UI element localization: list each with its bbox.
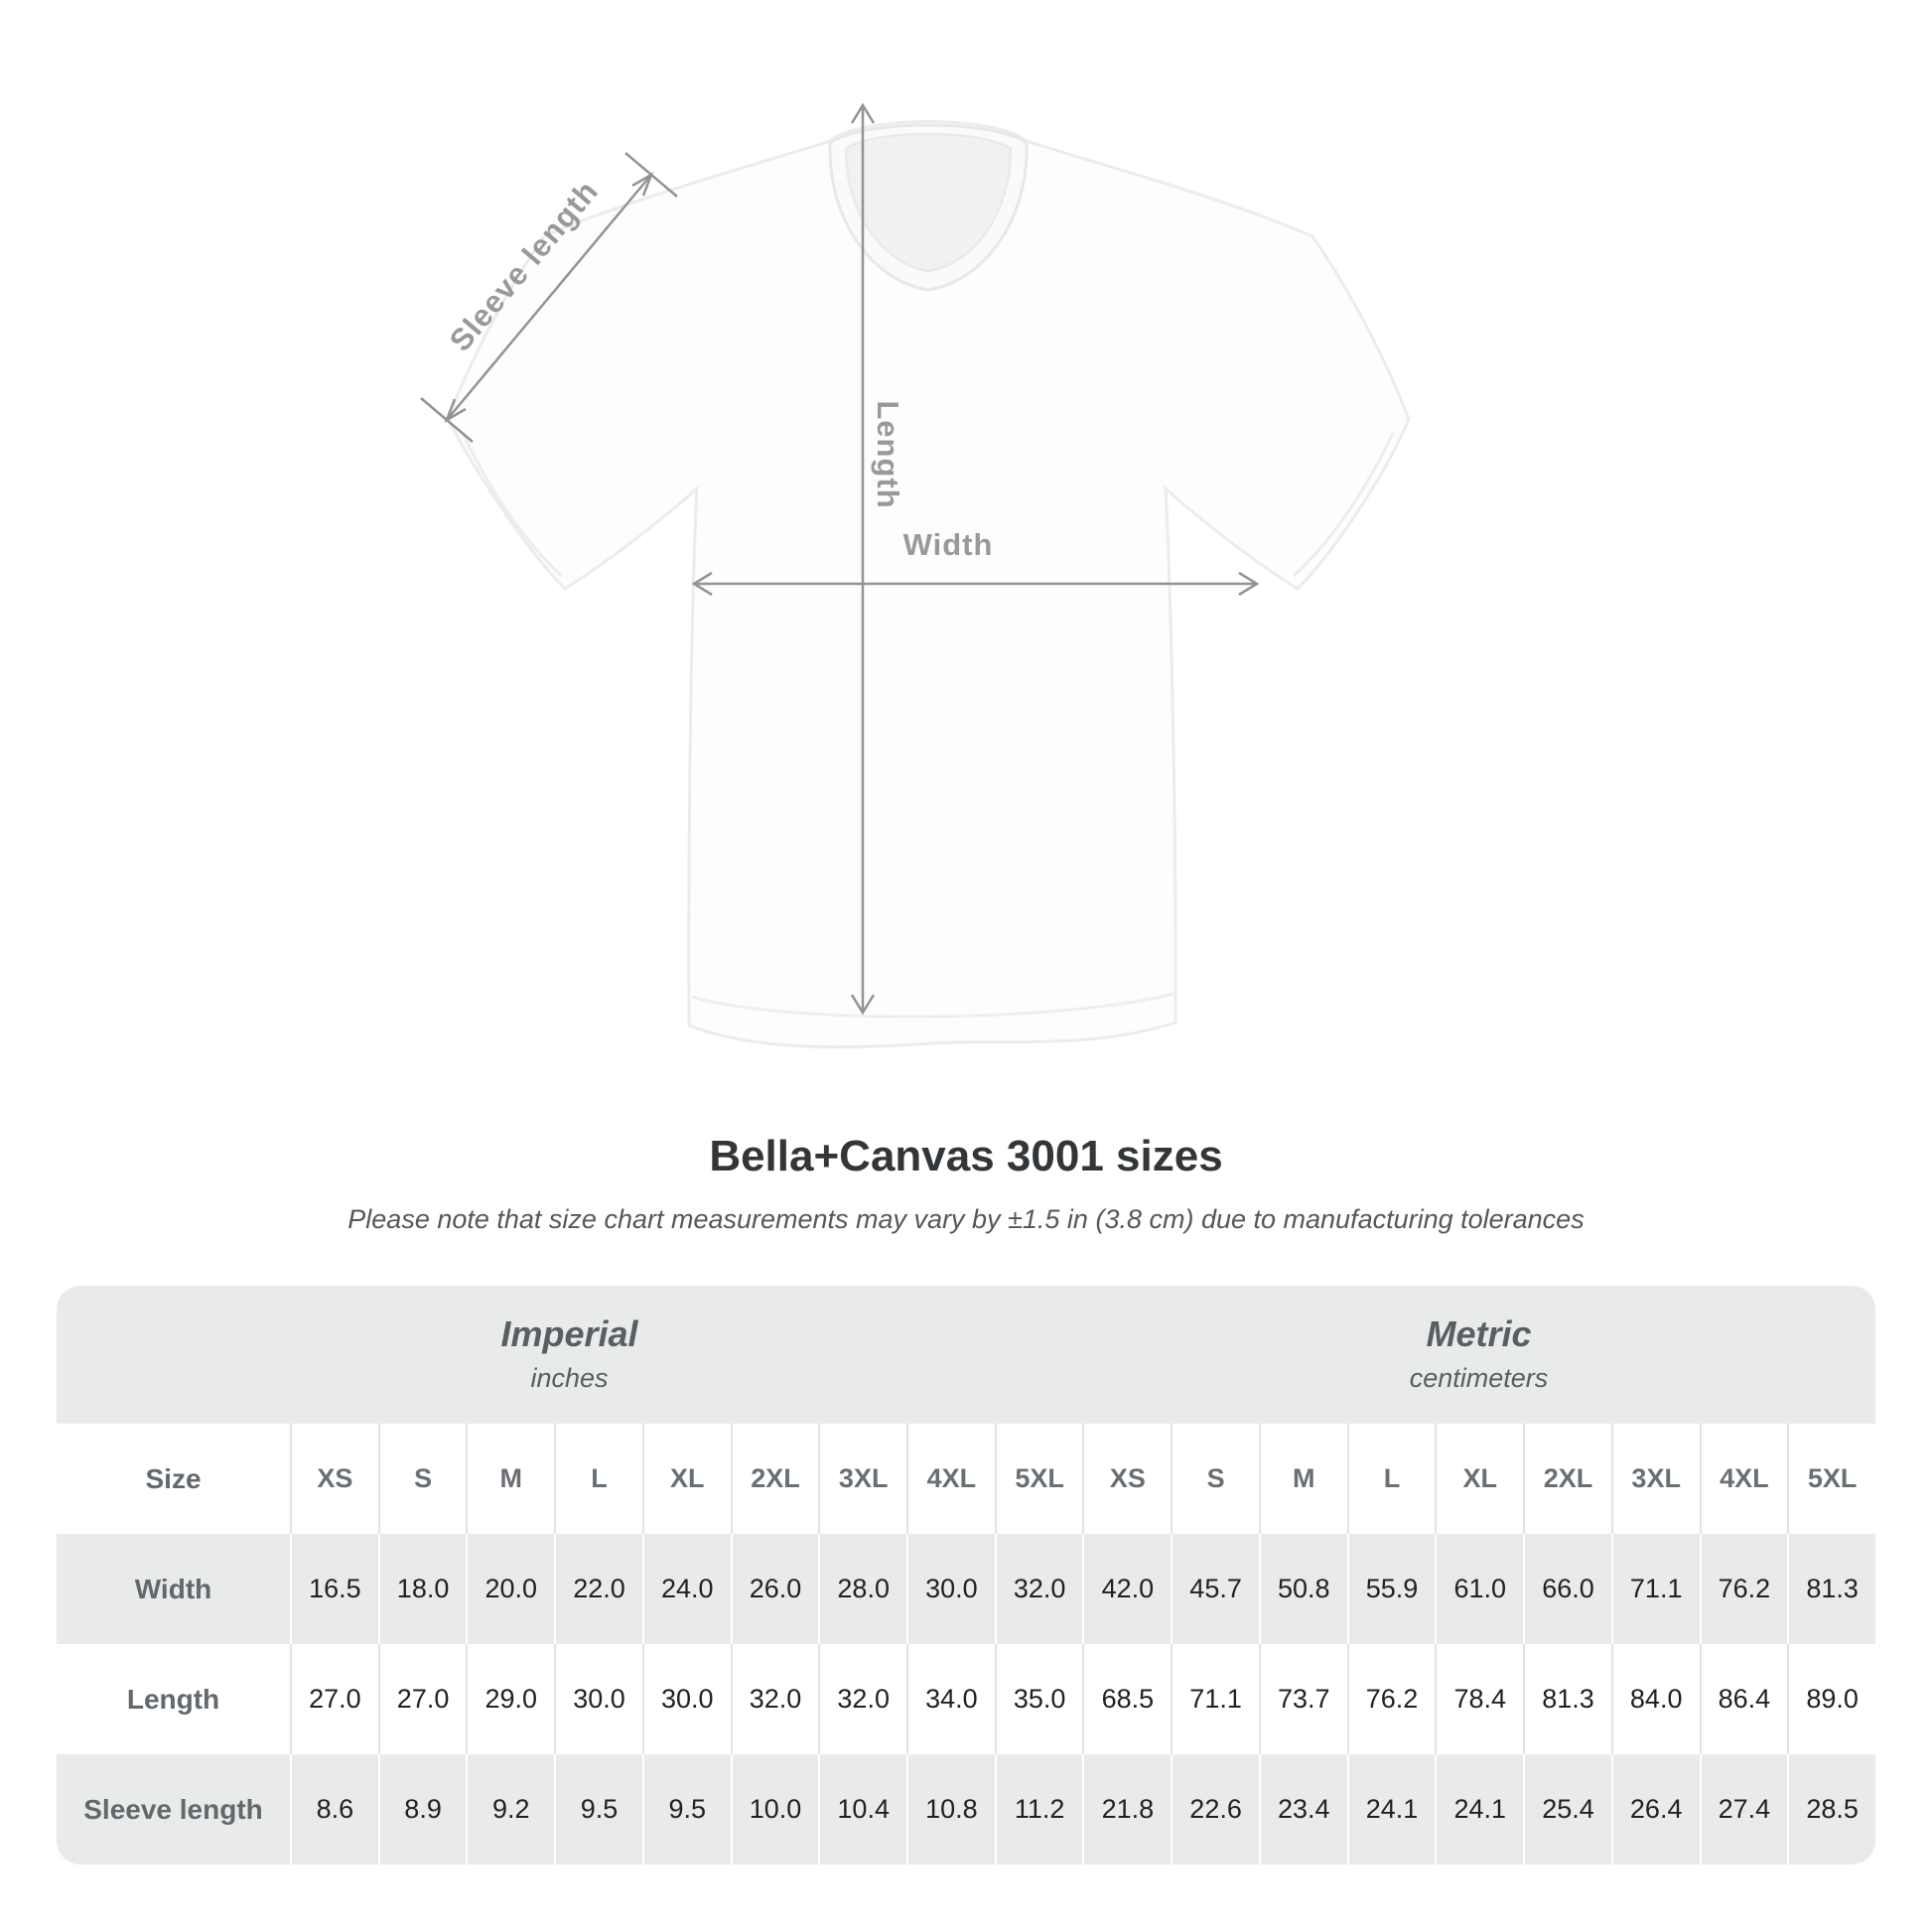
value-cell: 32.0 <box>731 1644 819 1754</box>
value-cell: 76.2 <box>1700 1534 1788 1644</box>
size-col-header: XL <box>1435 1424 1523 1534</box>
value-cell: 28.5 <box>1787 1754 1875 1864</box>
value-cell: 8.9 <box>378 1754 467 1864</box>
value-cell: 24.1 <box>1347 1754 1436 1864</box>
imperial-header <box>57 1286 1082 1424</box>
value-cell: 76.2 <box>1347 1644 1436 1754</box>
size-col-header: L <box>1347 1424 1436 1534</box>
value-cell: 25.4 <box>1523 1754 1611 1864</box>
value-cell: 18.0 <box>378 1534 467 1644</box>
tolerance-note: Please note that size chart measurements may vary by ±1.5 in (3.8 cm) due to manufacturing tolerances <box>347 1204 1585 1234</box>
imperial-unit: inches <box>530 1363 609 1393</box>
size-col-header: S <box>1171 1424 1259 1534</box>
value-cell: 66.0 <box>1523 1534 1611 1644</box>
imperial-label: Imperial <box>500 1313 638 1354</box>
value-cell: 68.5 <box>1082 1644 1171 1754</box>
size-col-header: L <box>554 1424 642 1534</box>
value-cell: 10.0 <box>731 1754 819 1864</box>
size-grid <box>57 1424 1875 1864</box>
value-cell: 26.4 <box>1611 1754 1700 1864</box>
length-label: Length <box>871 400 905 509</box>
row-label: Length <box>57 1644 290 1754</box>
value-cell: 35.0 <box>995 1644 1083 1754</box>
metric-unit: centimeters <box>1409 1363 1549 1393</box>
size-col-header: 4XL <box>906 1424 995 1534</box>
value-cell: 23.4 <box>1259 1754 1347 1864</box>
value-cell: 32.0 <box>818 1644 906 1754</box>
metric-header <box>1082 1286 1875 1424</box>
value-cell: 16.5 <box>290 1534 378 1644</box>
value-cell: 78.4 <box>1435 1644 1523 1754</box>
value-cell: 11.2 <box>995 1754 1083 1864</box>
size-col-header: 5XL <box>1787 1424 1875 1534</box>
value-cell: 21.8 <box>1082 1754 1171 1864</box>
value-cell: 24.1 <box>1435 1754 1523 1864</box>
sleeve-length-label: Sleeve length <box>442 173 606 358</box>
size-col-header: 3XL <box>818 1424 906 1534</box>
value-cell: 9.5 <box>642 1754 731 1864</box>
value-cell: 34.0 <box>906 1644 995 1754</box>
value-cell: 20.0 <box>466 1534 554 1644</box>
size-column-header: Size <box>57 1424 290 1534</box>
value-cell: 9.5 <box>554 1754 642 1864</box>
value-cell: 29.0 <box>466 1644 554 1754</box>
unit-band <box>57 1286 1875 1424</box>
value-cell: 22.6 <box>1171 1754 1259 1864</box>
value-cell: 55.9 <box>1347 1534 1436 1644</box>
value-cell: 27.0 <box>378 1644 467 1754</box>
row-label: Sleeve length <box>57 1754 290 1864</box>
value-cell: 10.8 <box>906 1754 995 1864</box>
size-col-header: 2XL <box>1523 1424 1611 1534</box>
value-cell: 27.4 <box>1700 1754 1788 1864</box>
size-col-header: 3XL <box>1611 1424 1700 1534</box>
value-cell: 89.0 <box>1787 1644 1875 1754</box>
value-cell: 10.4 <box>818 1754 906 1864</box>
size-col-header: S <box>378 1424 467 1534</box>
value-cell: 84.0 <box>1611 1644 1700 1754</box>
size-col-header: M <box>1259 1424 1347 1534</box>
size-col-header: 2XL <box>731 1424 819 1534</box>
value-cell: 86.4 <box>1700 1644 1788 1754</box>
value-cell: 28.0 <box>818 1534 906 1644</box>
value-cell: 73.7 <box>1259 1644 1347 1754</box>
value-cell: 8.6 <box>290 1754 378 1864</box>
size-col-header: 5XL <box>995 1424 1083 1534</box>
width-label: Width <box>902 527 994 562</box>
value-cell: 30.0 <box>554 1644 642 1754</box>
value-cell: 30.0 <box>906 1534 995 1644</box>
value-cell: 26.0 <box>731 1534 819 1644</box>
row-label: Width <box>57 1534 290 1644</box>
size-col-header: XS <box>290 1424 378 1534</box>
value-cell: 45.7 <box>1171 1534 1259 1644</box>
value-cell: 61.0 <box>1435 1534 1523 1644</box>
value-cell: 22.0 <box>554 1534 642 1644</box>
value-cell: 71.1 <box>1611 1534 1700 1644</box>
value-cell: 42.0 <box>1082 1534 1171 1644</box>
value-cell: 30.0 <box>642 1644 731 1754</box>
size-col-header: XL <box>642 1424 731 1534</box>
size-col-header: XS <box>1082 1424 1171 1534</box>
value-cell: 71.1 <box>1171 1644 1259 1754</box>
size-col-header: 4XL <box>1700 1424 1788 1534</box>
value-cell: 81.3 <box>1787 1534 1875 1644</box>
page-title: Bella+Canvas 3001 sizes <box>709 1132 1223 1180</box>
metric-label: Metric <box>1426 1313 1532 1354</box>
value-cell: 50.8 <box>1259 1534 1347 1644</box>
value-cell: 32.0 <box>995 1534 1083 1644</box>
size-col-header: M <box>466 1424 554 1534</box>
value-cell: 9.2 <box>466 1754 554 1864</box>
size-table <box>57 1286 1875 1864</box>
value-cell: 27.0 <box>290 1644 378 1754</box>
value-cell: 81.3 <box>1523 1644 1611 1754</box>
value-cell: 24.0 <box>642 1534 731 1644</box>
